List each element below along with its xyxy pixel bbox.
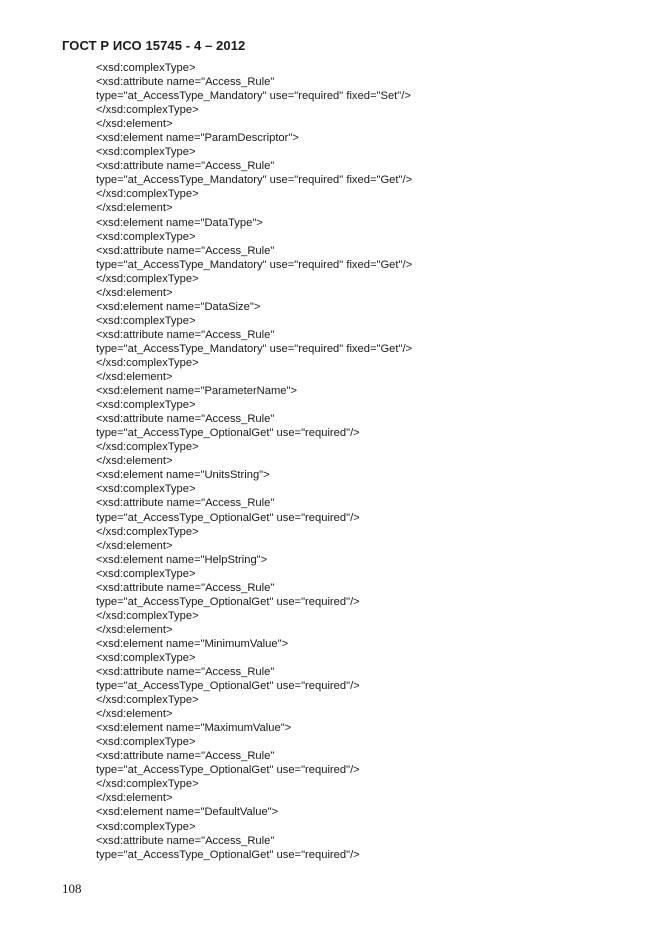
code-line: <xsd:attribute name="Access_Rule": [96, 413, 275, 426]
code-line: <xsd:element name="MinimumValue">: [96, 637, 289, 650]
code-line: </xsd:element>: [96, 708, 173, 721]
code-line: <xsd:attribute name="Access_Rule": [96, 497, 275, 510]
xsd-code-listing: [96, 61, 412, 862]
code-line: type="at_AccessType_OptionalGet" use="required"/>: [96, 595, 360, 608]
code-line: <xsd:complexType>: [96, 820, 196, 833]
code-line: <xsd:element name="DataType">: [96, 216, 263, 229]
code-line: </xsd:element>: [96, 286, 173, 299]
code-line: <xsd:element name="UnitsString">: [96, 469, 270, 482]
code-line: <xsd:attribute name="Access_Rule": [96, 244, 275, 257]
code-line: <xsd:element name="ParamDescriptor">: [96, 132, 299, 145]
code-line: <xsd:attribute name="Access_Rule": [96, 328, 275, 341]
code-line: <xsd:attribute name="Access_Rule": [96, 666, 275, 679]
code-line: </xsd:complexType>: [96, 609, 199, 622]
code-line: </xsd:complexType>: [96, 104, 199, 117]
code-line: </xsd:complexType>: [96, 441, 199, 454]
code-line: </xsd:element>: [96, 371, 173, 384]
code-line: type="at_AccessType_Mandatory" use="required" fixed="Get"/>: [96, 258, 413, 271]
code-line: <xsd:element name="ParameterName">: [96, 385, 298, 398]
code-line: <xsd:attribute name="Access_Rule": [96, 76, 275, 89]
code-line: <xsd:attribute name="Access_Rule": [96, 160, 275, 173]
code-line: <xsd:attribute name="Access_Rule": [96, 834, 275, 847]
code-line: type="at_AccessType_OptionalGet" use="required"/>: [96, 680, 360, 693]
code-line: </xsd:element>: [96, 792, 173, 805]
code-line: type="at_AccessType_OptionalGet" use="required"/>: [96, 764, 360, 777]
code-line: <xsd:complexType>: [96, 230, 196, 243]
code-line: <xsd:element name="MaximumValue">: [96, 722, 292, 735]
code-line: </xsd:element>: [96, 118, 173, 131]
code-line: </xsd:element>: [96, 539, 173, 552]
code-line: <xsd:attribute name="Access_Rule": [96, 750, 275, 763]
code-line: <xsd:element name="HelpString">: [96, 553, 268, 566]
code-line: </xsd:element>: [96, 623, 173, 636]
code-line: </xsd:complexType>: [96, 778, 199, 791]
code-line: <xsd:complexType>: [96, 736, 196, 749]
code-line: <xsd:complexType>: [96, 399, 196, 412]
code-line: <xsd:complexType>: [96, 146, 196, 159]
page-number: 108: [62, 881, 82, 896]
code-line: </xsd:complexType>: [96, 525, 199, 538]
code-line: type="at_AccessType_Mandatory" use="required" fixed="Get"/>: [96, 174, 413, 187]
code-line: type="at_AccessType_Mandatory" use="required" fixed="Get"/>: [96, 342, 413, 355]
code-line: <xsd:complexType>: [96, 567, 196, 580]
document-header: ГОСТ Р ИСО 15745 - 4 – 2012: [62, 38, 246, 53]
code-line: <xsd:element name="DefaultValue">: [96, 806, 279, 819]
code-line: <xsd:attribute name="Access_Rule": [96, 581, 275, 594]
code-line: </xsd:complexType>: [96, 694, 199, 707]
code-line: type="at_AccessType_OptionalGet" use="required"/>: [96, 848, 360, 861]
code-line: type="at_AccessType_OptionalGet" use="required"/>: [96, 511, 360, 524]
code-line: type="at_AccessType_OptionalGet" use="required"/>: [96, 427, 360, 440]
code-line: </xsd:element>: [96, 202, 173, 215]
code-line: </xsd:complexType>: [96, 356, 199, 369]
code-line: </xsd:complexType>: [96, 272, 199, 285]
code-line: <xsd:complexType>: [96, 314, 196, 327]
code-line: </xsd:complexType>: [96, 188, 199, 201]
code-line: <xsd:element name="DataSize">: [96, 300, 261, 313]
code-line: type="at_AccessType_Mandatory" use="required" fixed="Set"/>: [96, 90, 411, 103]
code-line: <xsd:complexType>: [96, 62, 196, 74]
code-line: <xsd:complexType>: [96, 483, 196, 496]
code-line: <xsd:complexType>: [96, 651, 196, 664]
code-line: </xsd:element>: [96, 455, 173, 468]
